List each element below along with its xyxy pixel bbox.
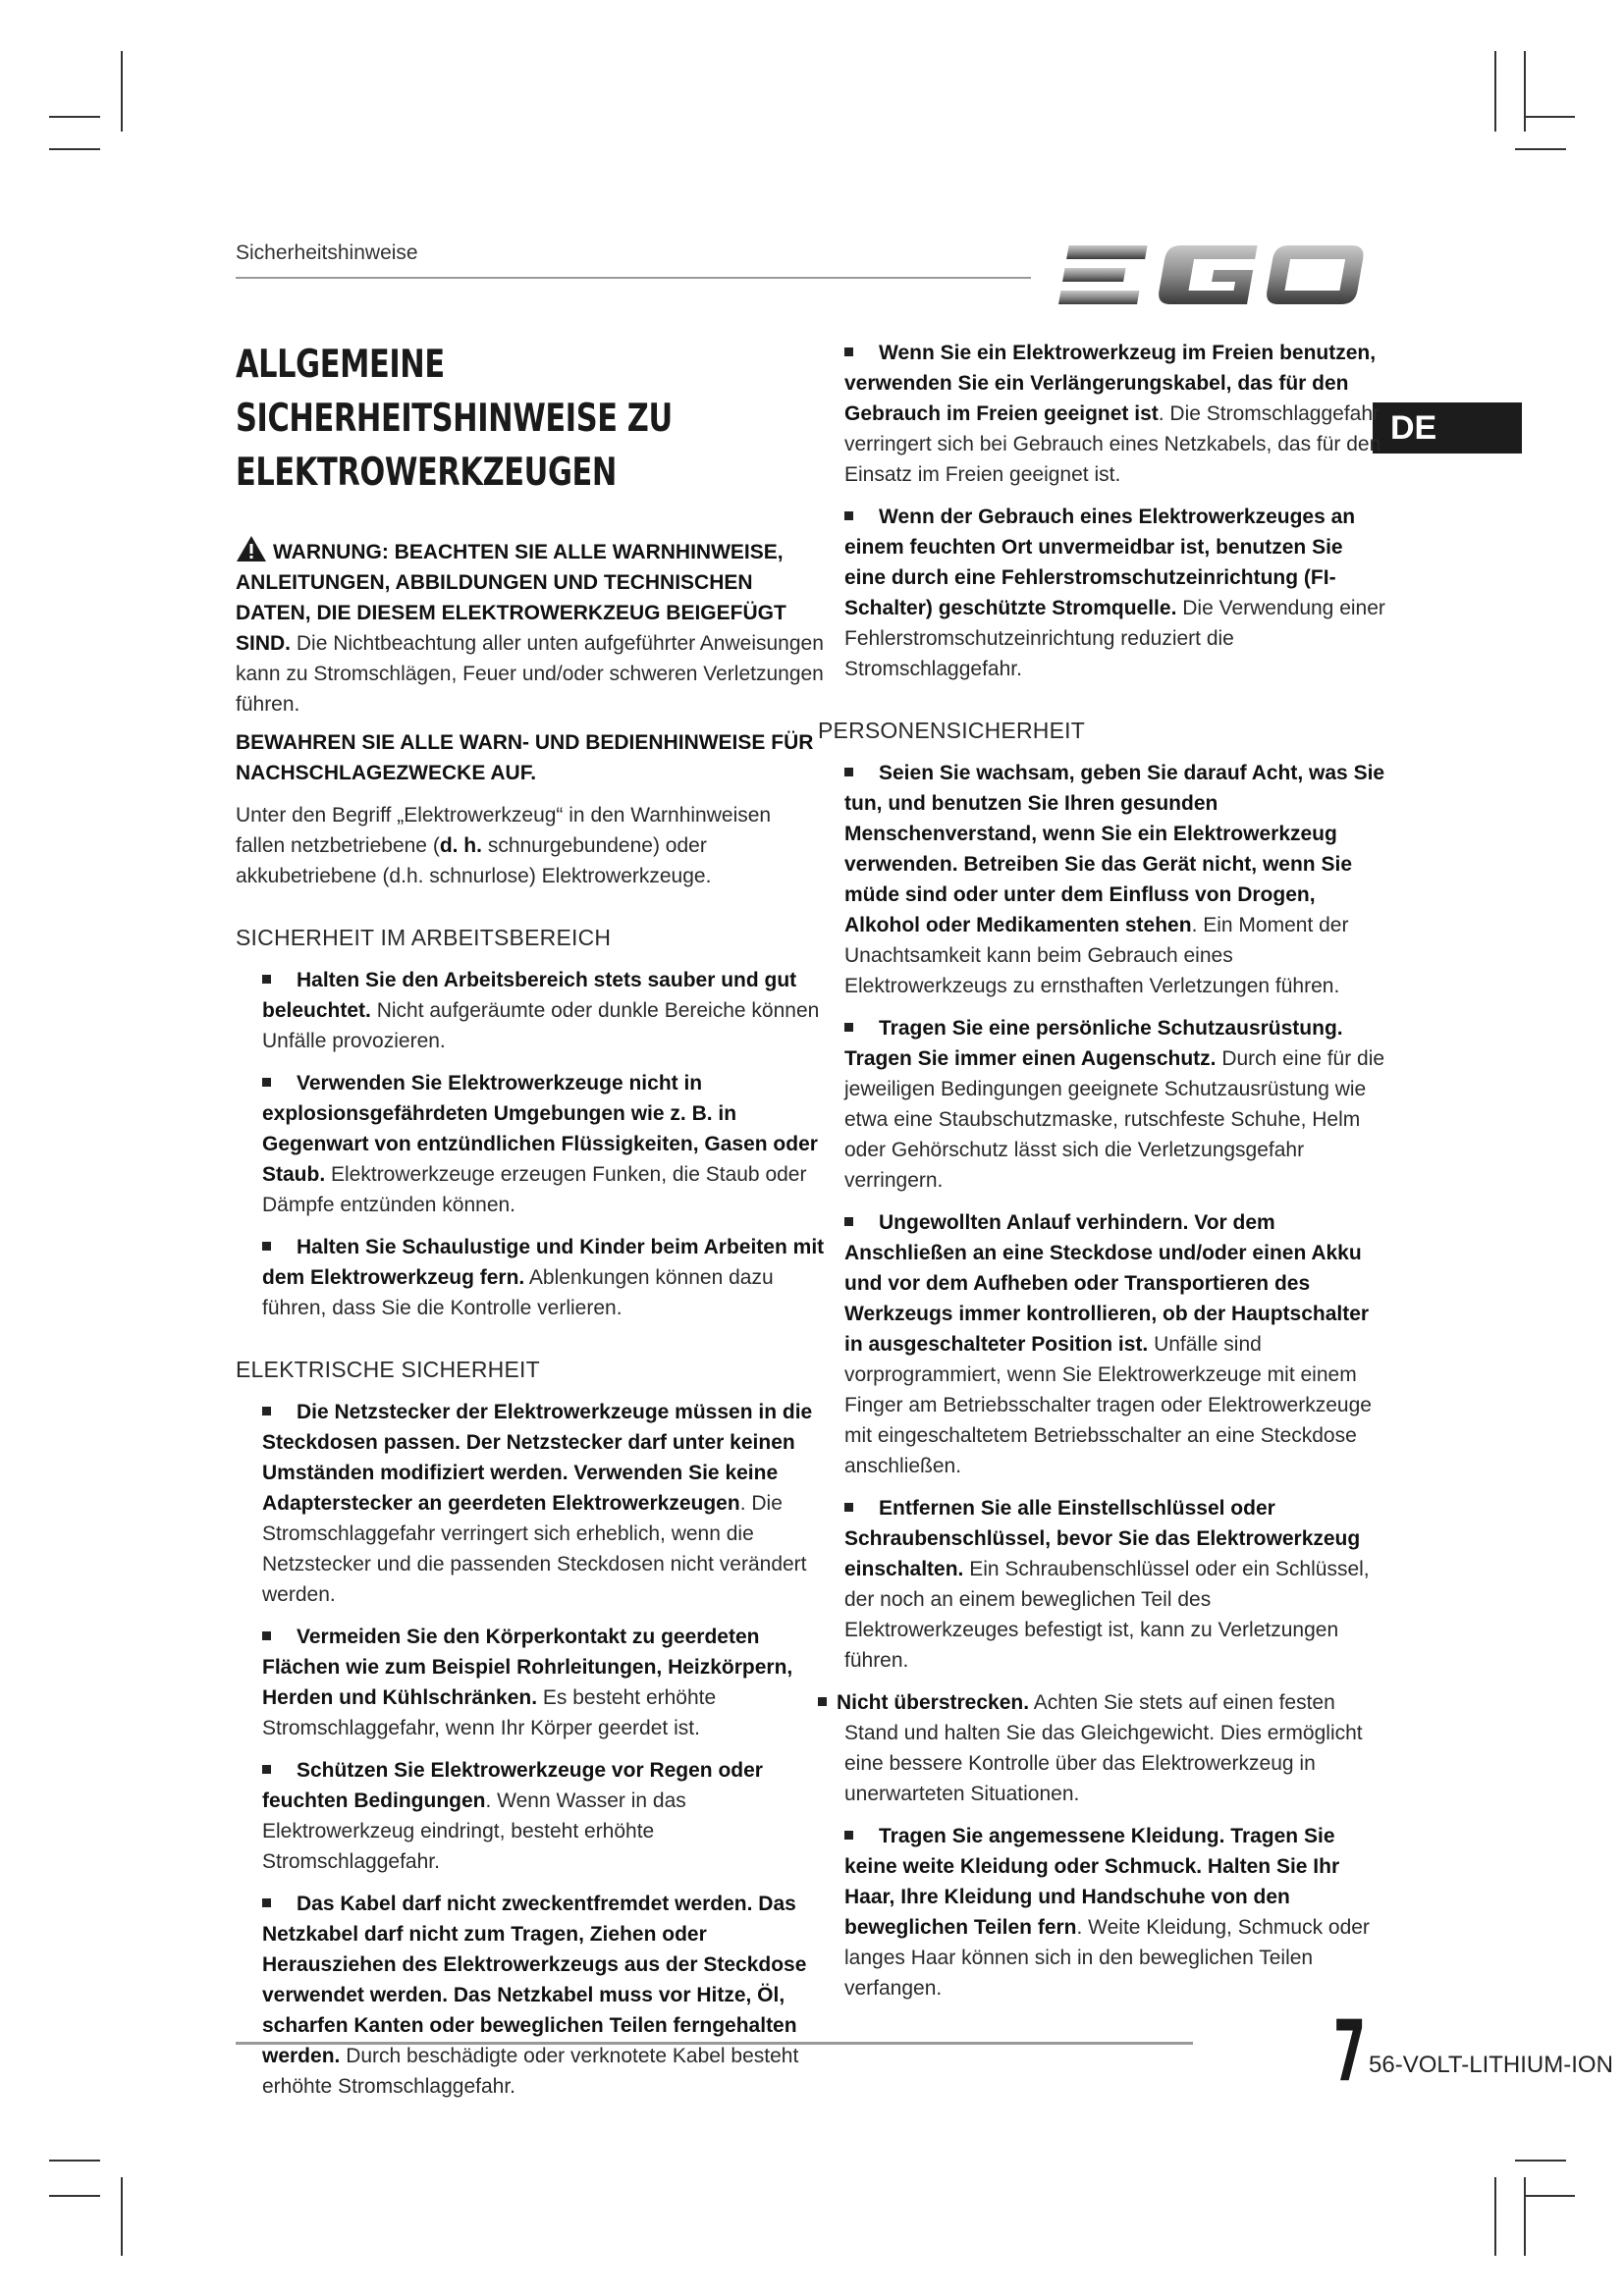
list-item: Wenn der Gebrauch eines Elektrowerkzeuges an einem feuchten Ort unvermeidbar ist, benutzen Sie eine durch eine Fehlerstromschutzeinrichtung (FI-Schalter) geschützte Stromquelle. Die Verwendung einer Fehlerstromschutzeinrichtung reduziert die Stromschlaggefahr. (844, 506, 1385, 680)
crop-mark (121, 2177, 123, 2256)
crop-mark (1524, 51, 1526, 132)
bullet-icon (844, 768, 853, 776)
list-item: Nicht überstrecken. Achten Sie stets auf einen festen Stand und halten Sie das Gleichgewicht. Dies ermöglicht eine bessere Kontrolle über das Elektrowerkzeug in unerwarteten Situationen. (818, 1687, 1387, 1809)
list-item: Ungewollten Anlauf verhindern. Vor dem Anschließen an eine Steckdose und/oder einen Akku und vor dem Aufheben oder Transportieren des Werkzeugs immer kontrollieren, ob der Hauptschalter in ausgeschalteter Position ist. Unfälle sind vorprogrammiert, wenn Sie Elektrowerkzeuge mit einem Finger am Betriebsschalter tragen oder Elektrowerkzeuge mit eingeschaltetem Betriebsschalter an eine Steckdose anschließen. (844, 1211, 1372, 1477)
bullet-icon (262, 1898, 271, 1907)
section-heading-electrical: ELEKTRISCHE SICHERHEIT (236, 1357, 540, 1382)
list-item: Das Kabel darf nicht zweckentfremdet werden. Das Netzkabel darf nicht zum Tragen, Ziehen oder Herausziehen des Elektrowerkzeugs aus der Steckdose verwendet werden. Das Netzkabel muss vor Hitze, Öl, scharfen Kanten oder beweglichen Teilen ferngehalten werden. Durch beschädigte oder verknotete Kabel besteht erhöhte Stromschlaggefahr. (262, 1893, 807, 2098)
list-item: Tragen Sie eine persönliche Schutzausrüstung. Tragen Sie immer einen Augenschutz. Durch eine für die jeweiligen Bedingungen geeignete Schutzausrüstung wie etwa eine Staubschutzmaske, rutschfeste Schuhe, Helm oder Gehörschutz lässt sich die Verletzungsgefahr verringern. (844, 1017, 1385, 1192)
model-label: 56-VOLT-LITHIUM-ION (1369, 2052, 1613, 2078)
bullet-icon (844, 511, 853, 520)
crop-mark (49, 148, 100, 150)
bullet-icon (262, 1765, 271, 1774)
warning-triangle-icon (236, 535, 267, 562)
bullet-icon (844, 1831, 853, 1840)
warning-block (236, 535, 825, 720)
bullet-icon (844, 1023, 853, 1032)
warning-heading: BEACHTEN SIE ALLE WARNHINWEISE, ANLEITUNGEN, ABBILDUNGEN UND TECHNISCHEN DATEN, DIE DIESEM ELEKTROWERKZEUG BEIGEFÜGT SIND. (236, 541, 786, 655)
crop-mark (121, 51, 123, 132)
bullet-icon (844, 1503, 853, 1512)
list-item: Verwenden Sie Elektrowerkzeuge nicht in explosionsgefährdeten Umgebungen wie z. B. in Gegenwart von entzündlichen Flüssigkeiten, Gasen oder Staub. Elektrowerkzeuge erzeugen Funken, die Staub oder Dämpfe entzünden können. (262, 1072, 818, 1216)
list-item: Die Netzstecker der Elektrowerkzeuge müssen in die Steckdosen passen. Der Netzstecker darf unter keinen Umständen modifiziert werden. Verwenden Sie keine Adapterstecker an geerdeten Elektrowerkzeugen. Die Stromschlaggefahr verringert sich erheblich, wenn die Netzstecker und die passenden Steckdosen nicht verändert werden. (262, 1401, 813, 1606)
list-item: Tragen Sie angemessene Kleidung. Tragen Sie keine weite Kleidung oder Schmuck. Halten Sie Ihr Haar, Ihre Kleidung und Handschuhe von den beweglichen Teilen fern. Weite Kleidung, Schmuck oder langes Haar können sich in den beweglichen Teilen verfangen. (844, 1825, 1370, 2000)
crop-mark (1494, 51, 1496, 132)
bullet-icon (844, 1217, 853, 1226)
list-item: Schützen Sie Elektrowerkzeuge vor Regen oder feuchten Bedingungen. Wenn Wasser in das Elektrowerkzeug eindringt, besteht erhöhte Stromschlaggefahr. (262, 1759, 763, 1873)
definition-text: Unter den Begriff „Elektrowerkzeug“ in den Warnhinweisen fallen netzbetriebene (d. h. schnurgebundene) oder akkubetriebene (d.h. schnurlose) Elektrowerkzeuge. (236, 804, 772, 887)
crop-mark (49, 2195, 100, 2197)
crop-mark (1515, 148, 1566, 150)
list-item: Halten Sie den Arbeitsbereich stets sauber und gut beleuchtet. Nicht aufgeräumte oder dunkle Bereiche können Unfälle provozieren. (262, 969, 820, 1052)
crop-mark (1515, 2160, 1566, 2162)
list-item: Seien Sie wachsam, geben Sie darauf Acht, was Sie tun, und benutzen Sie Ihren gesunden Menschenverstand, wenn Sie ein Elektrowerkzeug verwenden. Betreiben Sie das Gerät nicht, wenn Sie müde sind oder unter dem Einfluss von Drogen, Alkohol oder Medikamenten stehen. Ein Moment der Unachtsamkeit kann beim Gebrauch eines Elektrowerkzeugs zu ernsthaften Verletzungen führen. (844, 762, 1385, 997)
bullet-icon (262, 1631, 271, 1640)
keep-instructions: BEWAHREN SIE ALLE WARN- UND BEDIENHINWEISE FÜR NACHSCHLAGEZWECKE AUF. (236, 731, 814, 784)
page-number: 7 (1333, 2002, 1366, 2101)
bullet-icon (262, 975, 271, 984)
bullet-icon (262, 1078, 271, 1087)
crop-mark (49, 2160, 100, 2162)
bullet-icon (262, 1242, 271, 1251)
crop-mark (49, 116, 100, 118)
section-heading-personal: PERSONENSICHERHEIT (818, 718, 1085, 743)
section-heading-work-area: SICHERHEIT IM ARBEITSBEREICH (236, 925, 612, 950)
page-title: ALLGEMEINE SICHERHEITSHINWEISE ZU ELEKTROWERKZEUGEN (236, 343, 673, 495)
language-tab: DE (1373, 402, 1522, 454)
bullet-icon (262, 1407, 271, 1415)
warning-text: Die Nichtbeachtung aller unten aufgeführter Anweisungen kann zu Stromschlägen, Feuer und/oder schweren Verletzungen führen. (236, 632, 824, 716)
ego-logo (1049, 238, 1365, 312)
list-item: Vermeiden Sie den Körperkontakt zu geerdeten Flächen wie zum Beispiel Rohrleitungen, Heizkörpern, Herden und Kühlschränken. Es besteht erhöhte Stromschlaggefahr, wenn Ihr Körper geerdet ist. (262, 1626, 793, 1739)
crop-mark (1494, 2177, 1496, 2256)
crop-mark (1524, 116, 1575, 118)
list-item: Entfernen Sie alle Einstellschlüssel oder Schraubenschlüssel, bevor Sie das Elektrowerkzeug einschalten. Ein Schraubenschlüssel oder ein Schlüssel, der noch an einem beweglichen Teil des Elektrowerkzeuges befestigt ist, kann zu Verletzungen führen. (844, 1497, 1370, 1672)
bullet-icon (844, 347, 853, 356)
right-column (818, 338, 1387, 2015)
footer-divider (236, 2042, 1193, 2045)
header-divider (236, 277, 1031, 279)
list-item: Halten Sie Schaulustige und Kinder beim Arbeiten mit dem Elektrowerkzeug fern. Ablenkungen können dazu führen, dass Sie die Kontrolle verlieren. (262, 1236, 825, 1319)
section-label: Sicherheitshinweise (236, 241, 418, 264)
warning-label: WARNUNG: (273, 541, 389, 563)
list-item: Wenn Sie ein Elektrowerkzeug im Freien benutzen, verwenden Sie ein Verlängerungskabel, das für den Gebrauch im Freien geeignet ist. Die Stromschlaggefahr verringert sich bei Gebrauch eines Netzkabels, das für den Einsatz im Freien geeignet ist. (844, 342, 1381, 486)
crop-mark (1524, 2177, 1526, 2256)
left-column (236, 338, 825, 2113)
crop-mark (1524, 2195, 1575, 2197)
bullet-icon (818, 1697, 827, 1706)
